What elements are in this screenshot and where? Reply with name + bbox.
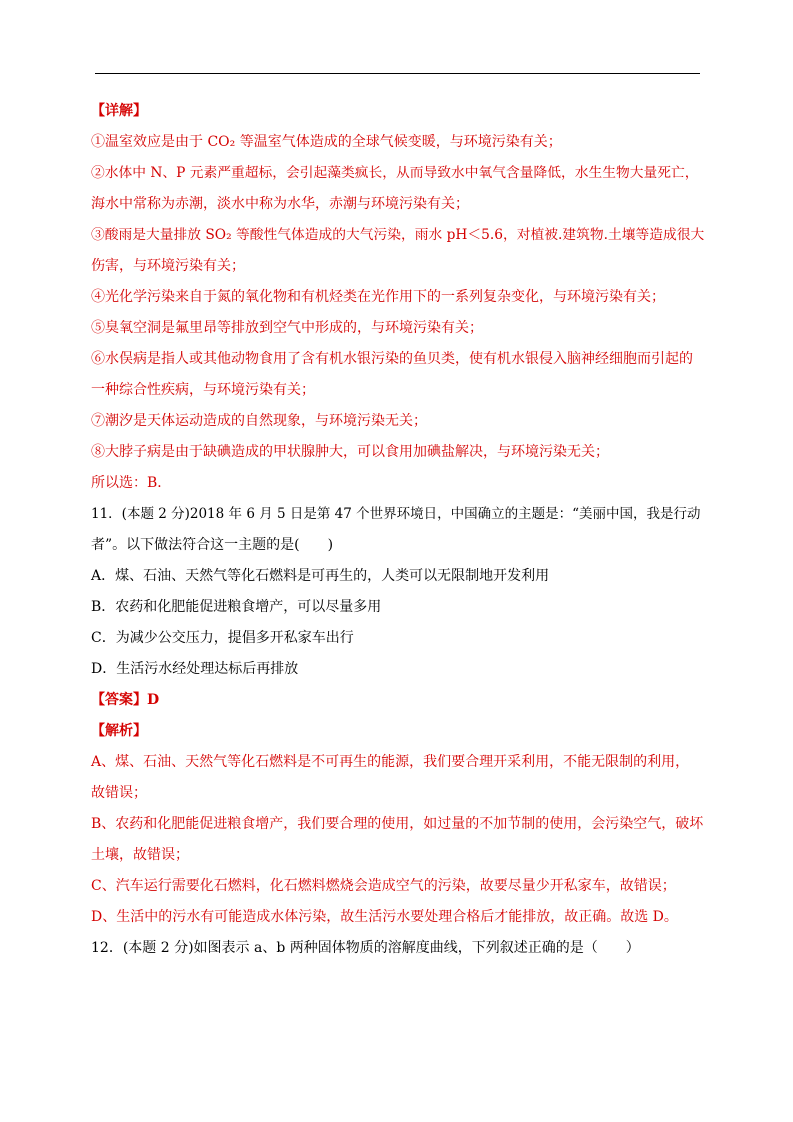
q11-analysis-line: B、农药和化肥能促进粮食增产，我们要合理的使用，如过量的不加节制的使用，会污染空气，破坏 (91, 816, 704, 832)
q11-analysis-line: A、煤、石油、天然气等化石燃料是不可再生的能源，我们要合理开采利用，不能无限制的利用， (91, 754, 690, 770)
detail-heading: 【详解】 (91, 103, 147, 119)
q11-option-c: C．为减少公交压力，提倡多开私家车出行 (91, 630, 354, 646)
detail-line: ③酸雨是大量排放 SO₂ 等酸性气体造成的大气污染，雨水 pH＜5.6，对植被.建筑物.土壤等造成很大 (91, 227, 705, 243)
detail-line: ⑥水俣病是指人或其他动物食用了含有机水银污染的鱼贝类，使有机水银侵入脑神经细胞而引起的 (91, 351, 693, 367)
q11-stem: 11．(本题 2 分)2018 年 6 月 5 日是第 47 个世界环境日，中国确立的主题是：“美丽中国，我是行动 (91, 506, 701, 522)
q11-stem: 者”。以下做法符合这一主题的是( ) (91, 537, 334, 553)
detail-line: 一种综合性疾病，与环境污染有关； (91, 382, 315, 398)
q11-option-a: A．煤、石油、天然气等化石燃料是可再生的，人类可以无限制地开发利用 (91, 568, 550, 584)
detail-line: ⑧大脖子病是由于缺碘造成的甲状腺肿大，可以食用加碘盐解决，与环境污染无关； (91, 444, 609, 460)
detail-line: ④光化学污染来自于氮的氧化物和有机烃类在光作用下的一系列复杂变化，与环境污染有关； (91, 289, 665, 305)
q12-stem: 12．(本题 2 分)如图表示 a、b 两种固体物质的溶解度曲线，下列叙述正确的是（ ） (91, 940, 640, 956)
q11-option-d: D．生活污水经处理达标后再排放 (91, 661, 299, 677)
q11-answer: 【答案】D (91, 692, 160, 708)
q11-analysis-line: 土壤，故错误； (91, 847, 189, 863)
detail-line: ②水体中 N、P 元素严重超标，会引起藻类疯长，从而导致水中氧气含量降低，水生生物大量死亡， (91, 165, 699, 181)
q11-analysis-line: D、生活中的污水有可能造成水体污染，故生活污水要处理合格后才能排放，故正确。故选 D。 (91, 909, 678, 925)
detail-conclusion: 所以选：B． (91, 475, 172, 491)
detail-line: 伤害，与环境污染有关； (91, 258, 245, 274)
q11-analysis-line: C、汽车运行需要化石燃料，化石燃料燃烧会造成空气的污染，故要尽量少开私家车，故错误； (91, 878, 676, 894)
detail-line: ⑦潮汐是天体运动造成的自然现象，与环境污染无关； (91, 413, 427, 429)
detail-line: 海水中常称为赤潮，淡水中称为水华，赤潮与环境污染有关； (91, 196, 469, 212)
detail-line: ①温室效应是由于 CO₂ 等温室气体造成的全球气候变暖，与环境污染有关； (91, 134, 562, 150)
document-body (91, 96, 703, 964)
detail-line: ⑤臭氧空洞是氟里昂等排放到空气中形成的，与环境污染有关； (91, 320, 483, 336)
q11-option-b: B．农药和化肥能促进粮食增产，可以尽量多用 (91, 599, 382, 615)
q11-analysis-line: 故错误； (91, 785, 147, 801)
header-rule (95, 73, 700, 74)
q11-analysis-heading: 【解析】 (91, 723, 147, 739)
